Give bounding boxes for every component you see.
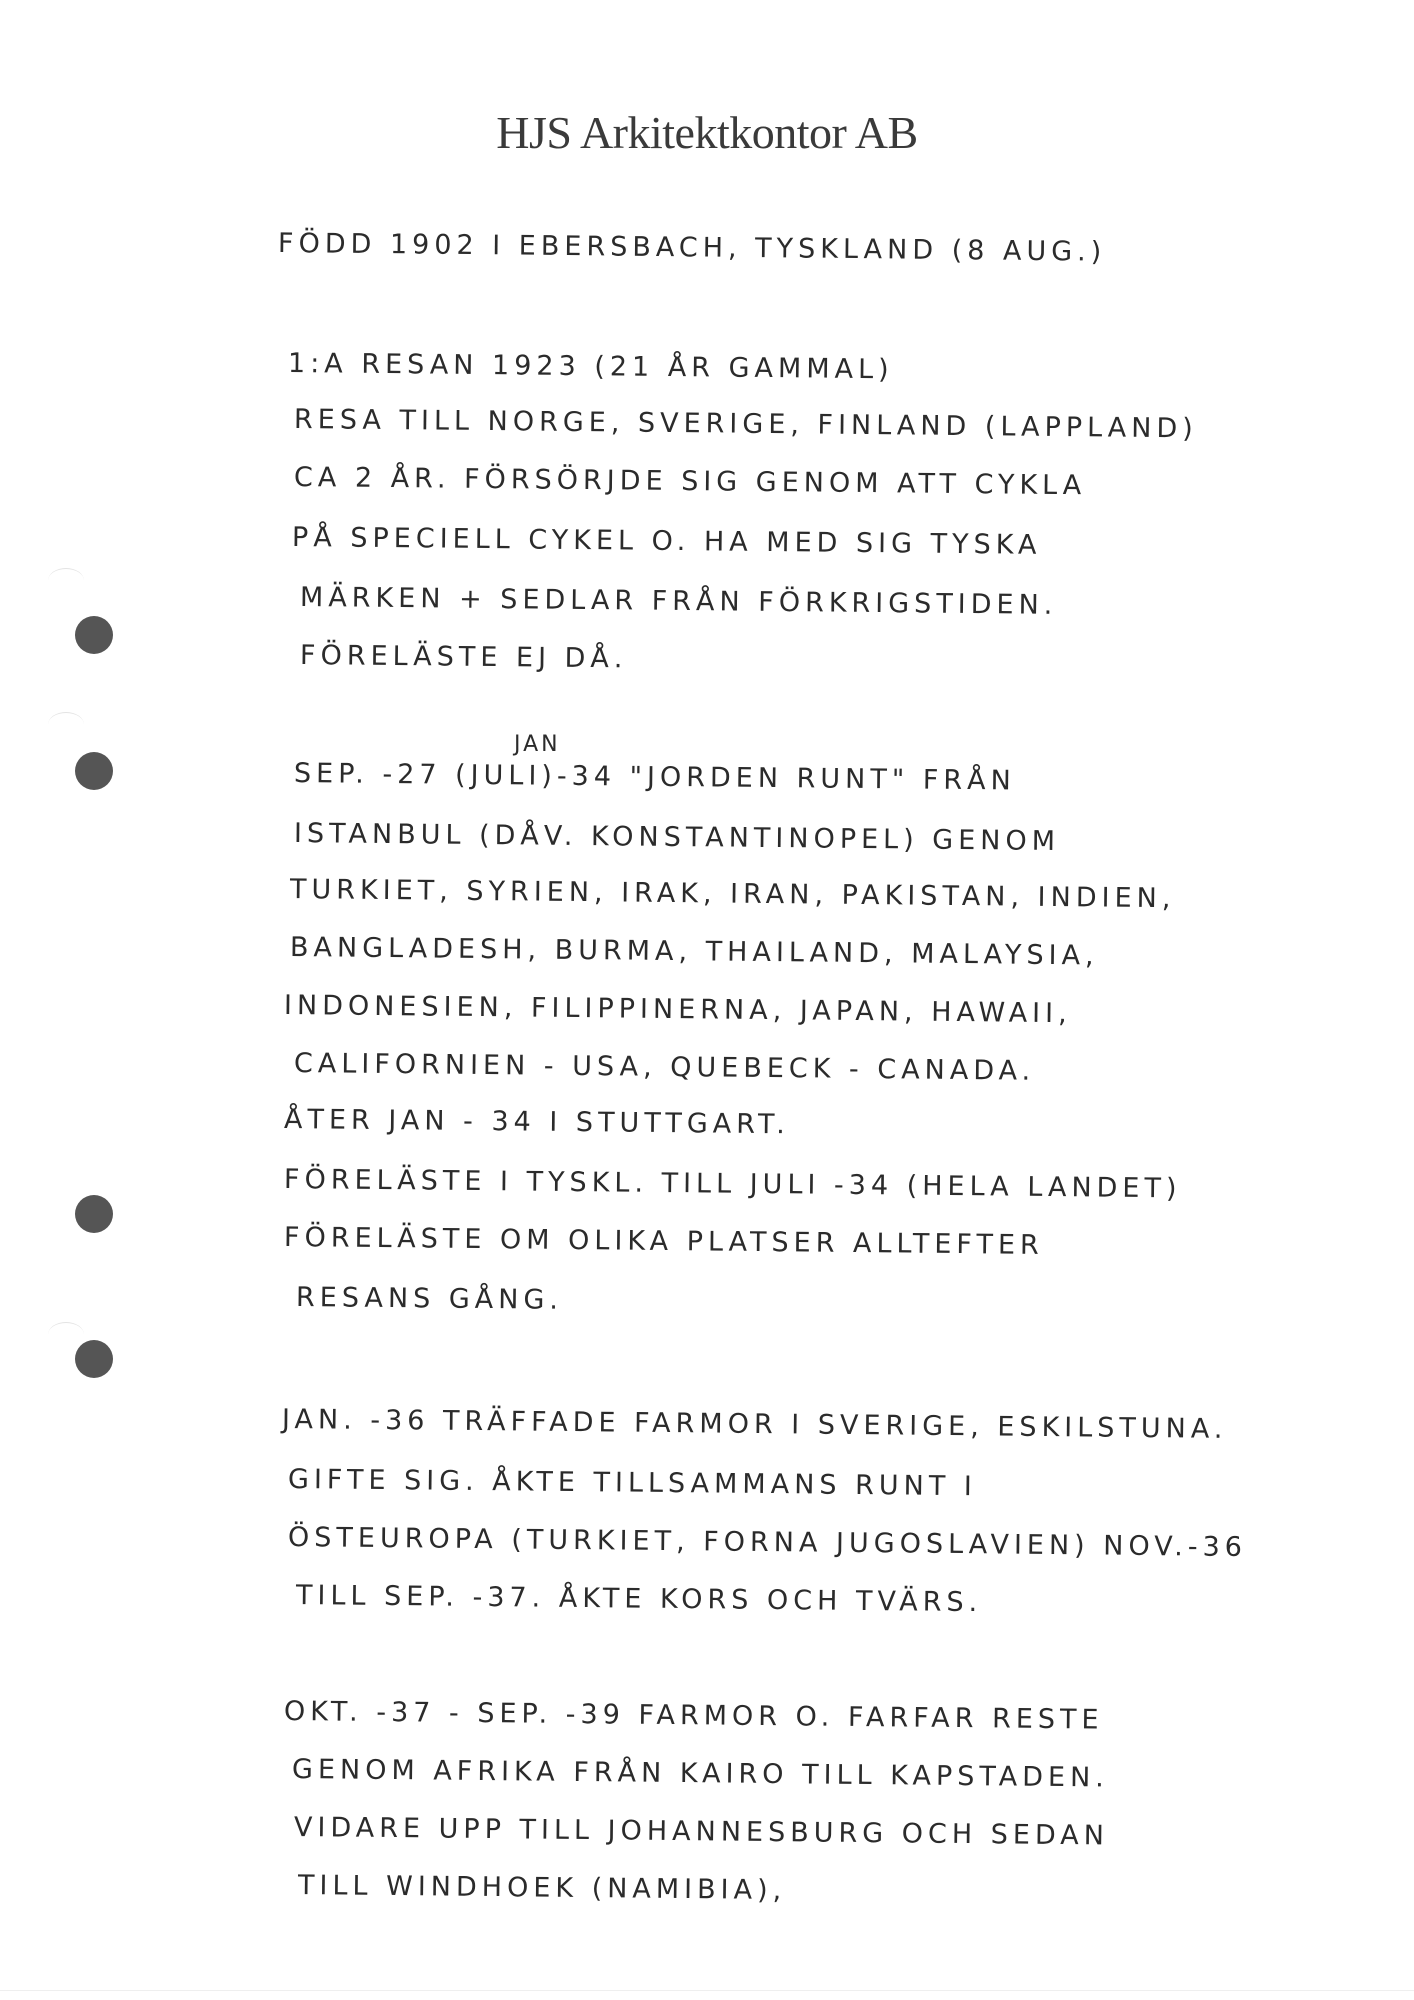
handwritten-line: TILL WINDHOEK (NAMIBIA), (297, 1870, 787, 1907)
punch-hole (75, 752, 113, 790)
handwritten-line: ISTANBUL (DÅV. KONSTANTINOPEL) GENOM (293, 818, 1061, 858)
handwritten-line: OKT. -37 - SEP. -39 FARMOR O. FARFAR RESTE (283, 1696, 1104, 1736)
handwritten-line: ÅTER JAN - 34 I STUTTGART. (283, 1104, 791, 1141)
handwritten-line: CALIFORNIEN - USA, QUEBECK - CANADA. (293, 1048, 1036, 1087)
handwritten-line: JAN. -36 TRÄFFADE FARMOR I SVERIGE, ESKILSTUNA. (281, 1404, 1228, 1445)
handwritten-line: TILL SEP. -37. ÅKTE KORS OCH TVÄRS. (295, 1580, 983, 1619)
handwritten-line: GENOM AFRIKA FRÅN KAIRO TILL KAPSTADEN. (291, 1754, 1109, 1794)
handwritten-line: BANGLADESH, BURMA, THAILAND, MALAYSIA, (289, 932, 1099, 972)
handwritten-line: CA 2 ÅR. FÖRSÖRJDE SIG GENOM ATT CYKLA (293, 462, 1087, 502)
handwritten-insertion: JAN (514, 732, 561, 757)
handwritten-line: MÄRKEN + SEDLAR FRÅN FÖRKRIGSTIDEN. (299, 582, 1058, 621)
punch-hole (75, 616, 113, 654)
punch-hole-shadow (48, 712, 84, 737)
handwritten-line: RESANS GÅNG. (295, 1282, 564, 1316)
handwritten-line: GIFTE SIG. ÅKTE TILLSAMMANS RUNT I (287, 1464, 977, 1503)
punch-hole-shadow (48, 568, 84, 593)
page-bottom-edge (0, 1990, 1414, 1991)
letterhead: HJS Arkitektkontor AB (496, 107, 918, 158)
handwritten-line: FÖDD 1902 I EBERSBACH, TYSKLAND (8 AUG.) (277, 228, 1107, 268)
handwritten-line: PÅ SPECIELL CYKEL O. HA MED SIG TYSKA (291, 522, 1042, 561)
handwritten-line: RESA TILL NORGE, SVERIGE, FINLAND (LAPPLAND) (293, 404, 1198, 445)
punch-hole-shadow (48, 1322, 84, 1347)
punch-hole (75, 1195, 113, 1233)
handwritten-line: FÖRELÄSTE I TYSKL. TILL JULI -34 (HELA LANDET) (283, 1164, 1182, 1205)
handwritten-line: SEP. -27 (JULI)-34 "JORDEN RUNT" FRÅN (293, 758, 1016, 797)
handwritten-line: FÖRELÄSTE OM OLIKA PLATSER ALLTEFTER (283, 1222, 1044, 1261)
handwritten-line: 1:A RESAN 1923 (21 ÅR GAMMAL) (287, 348, 894, 386)
handwritten-line: INDONESIEN, FILIPPINERNA, JAPAN, HAWAII, (283, 990, 1072, 1030)
handwritten-line: TURKIET, SYRIEN, IRAK, IRAN, PAKISTAN, INDIEN, (289, 874, 1176, 915)
handwritten-line: VIDARE UPP TILL JOHANNESBURG OCH SEDAN (293, 1812, 1110, 1852)
punch-hole (75, 1340, 113, 1378)
handwritten-line: FÖRELÄSTE EJ DÅ. (299, 640, 628, 675)
handwritten-line: ÖSTEUROPA (TURKIET, FORNA JUGOSLAVIEN) NOV.-36 (287, 1522, 1248, 1564)
